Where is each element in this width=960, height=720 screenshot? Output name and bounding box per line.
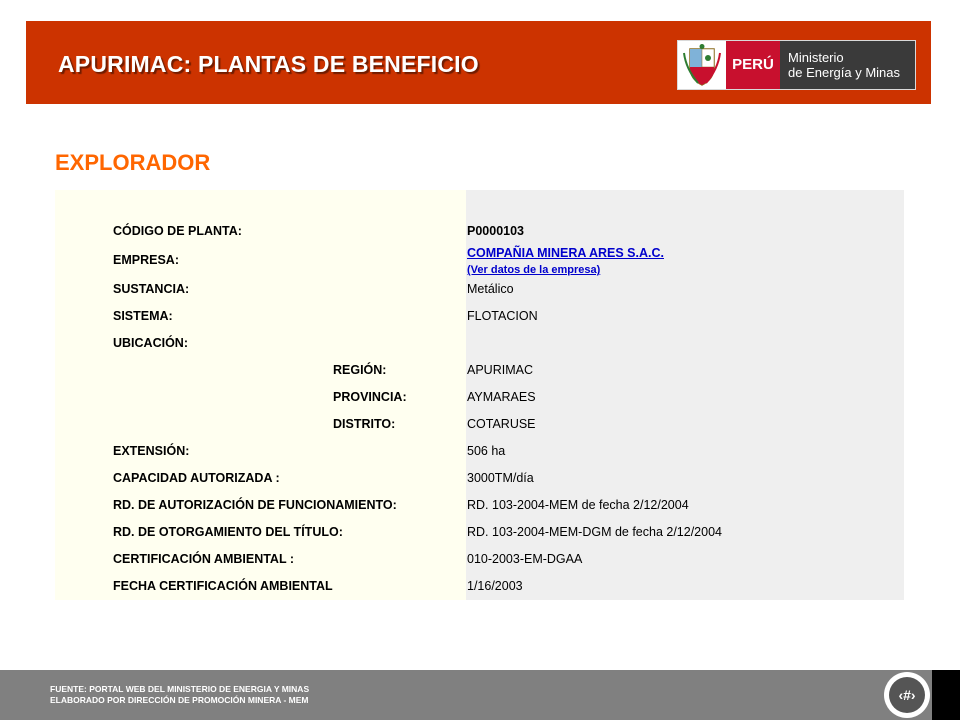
capacidad-label: CAPACIDAD AUTORIZADA :	[113, 471, 280, 485]
empresa-value	[467, 245, 664, 261]
capacidad-value: 3000TM/día	[467, 471, 534, 485]
codigo-value: P0000103	[467, 224, 525, 238]
region-label: REGIÓN:	[333, 363, 387, 377]
rd-funcionamiento-label: RD. DE AUTORIZACIÓN DE FUNCIONAMIENTO:	[113, 498, 397, 512]
page-number: ‹#›	[889, 677, 925, 713]
provincia-label: PROVINCIA:	[333, 390, 407, 404]
footer-source	[50, 684, 309, 706]
sistema-label: SISTEMA:	[113, 309, 173, 323]
cert-ambiental-label: CERTIFICACIÓN AMBIENTAL :	[113, 552, 295, 566]
sistema-value: FLOTACION	[467, 309, 538, 323]
fecha-cert-label: FECHA CERTIFICACIÓN AMBIENTAL	[113, 579, 333, 593]
ubicacion-label: UBICACIÓN:	[113, 336, 188, 350]
distrito-value: COTARUSE	[467, 417, 536, 431]
empresa-label: EMPRESA:	[113, 253, 179, 267]
logo-ministry-line2: de Energía y Minas	[788, 65, 901, 80]
extension-label: EXTENSIÓN:	[113, 444, 190, 458]
rd-funcionamiento-value: RD. 103-2004-MEM de fecha 2/12/2004	[467, 498, 689, 512]
logo-country: PERÚ	[726, 41, 780, 89]
footer-corner	[932, 670, 960, 720]
ver-datos-empresa-link[interactable]: (Ver datos de la empresa)	[467, 264, 601, 276]
codigo-label: CÓDIGO DE PLANTA:	[113, 224, 242, 238]
provincia-value: AYMARAES	[467, 390, 536, 404]
page-title: APURIMAC: PLANTAS DE BENEFICIO	[58, 51, 479, 77]
footer-line1: FUENTE: PORTAL WEB DEL MINISTERIO DE ENERGIA Y MINAS	[50, 684, 310, 694]
empresa-details	[467, 261, 600, 278]
sustancia-value: Metálico	[467, 282, 514, 296]
extension-value: 506 ha	[467, 444, 506, 458]
rd-titulo-label: RD. DE OTORGAMIENTO DEL TÍTULO:	[113, 525, 343, 539]
ministry-logo	[677, 40, 916, 90]
logo-ministry	[780, 41, 915, 89]
footer-line2: ELABORADO POR DIRECCIÓN DE PROMOCIÓN MINERA - MEM	[50, 695, 309, 705]
section-title: EXPLORADOR	[55, 150, 211, 175]
cert-ambiental-value: 010-2003-EM-DGAA	[467, 552, 583, 566]
rd-titulo-value: RD. 103-2004-MEM-DGM de fecha 2/12/2004	[467, 525, 722, 539]
region-value: APURIMAC	[467, 363, 533, 377]
distrito-label: DISTRITO:	[333, 417, 396, 431]
logo-ministry-line1: Ministerio	[788, 50, 844, 65]
fecha-cert-value: 1/16/2003	[467, 579, 523, 593]
page-number-badge	[884, 672, 930, 718]
coat-of-arms-icon	[682, 43, 722, 87]
empresa-link[interactable]: COMPAÑIA MINERA ARES S.A.C.	[467, 246, 664, 260]
sustancia-label: SUSTANCIA:	[113, 282, 190, 296]
